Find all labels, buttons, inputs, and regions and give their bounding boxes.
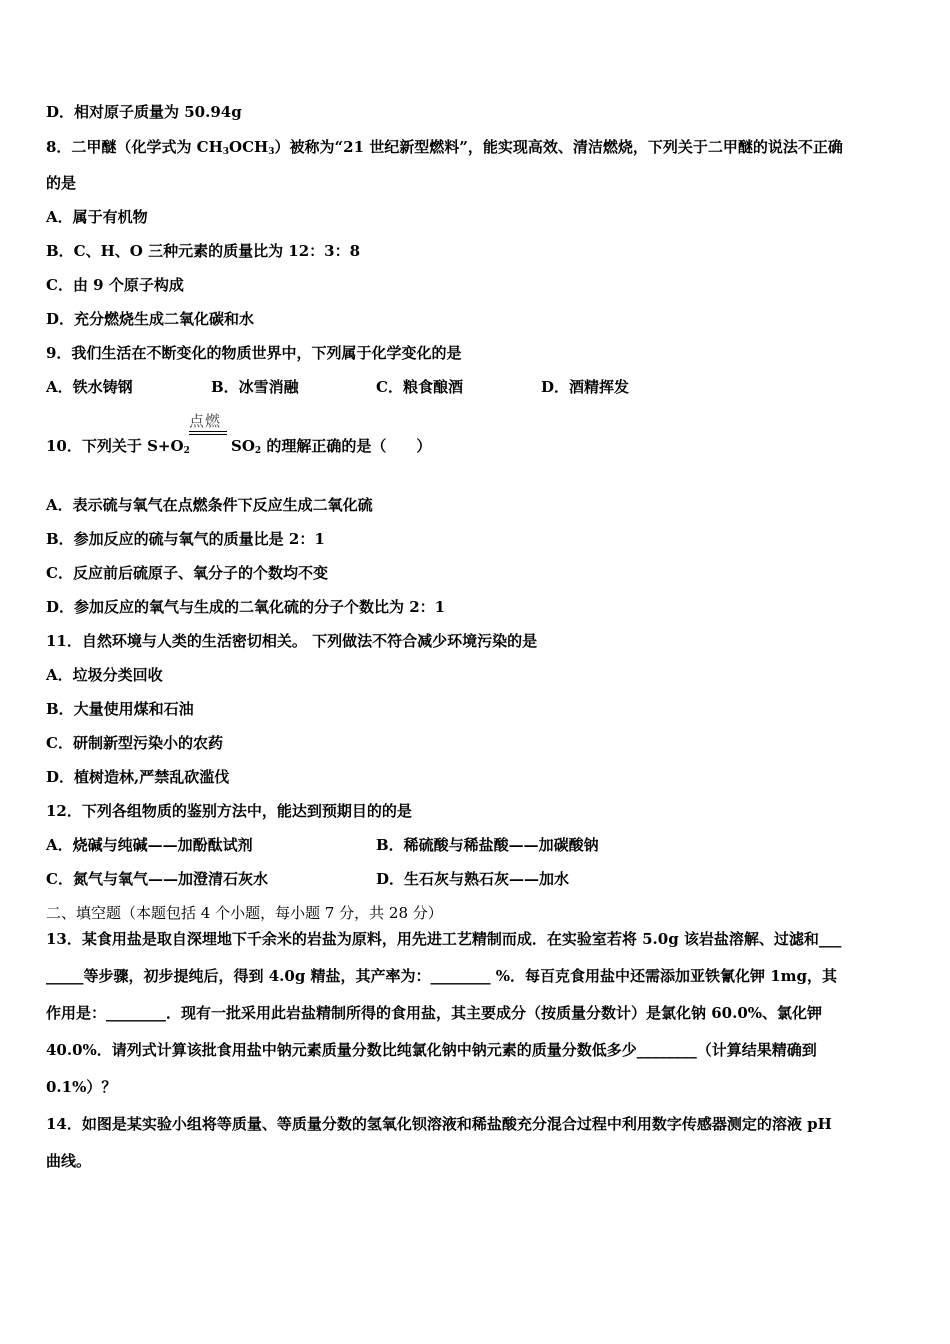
q13-line5: 0.1%）？ [46,1078,117,1096]
q8-subscript-1: 3 [222,147,230,157]
q10-stem-post: 的理解正确的是（ ） [261,437,432,455]
q10-subscript-so2: 2 [254,446,262,456]
q12-option-d: D．生石灰与熟石灰——加水 [376,870,570,888]
q9-stem: 9．我们生活在不断变化的物质世界中，下列属于化学变化的是 [46,344,462,362]
q10-option-b: B．参加反应的硫与氧气的质量比是 2：1 [46,530,325,548]
q8-stem-text-2: OCH [229,138,269,156]
q10-subscript-o2: 2 [183,446,190,456]
q9-option-d: D．酒精挥发 [541,378,630,396]
q8-subscript-2: 3 [268,147,275,157]
q8-option-d: D．充分燃烧生成二氧化碳和水 [46,310,255,328]
q11-stem: 11．自然环境与人类的生活密切相关。 下列做法不符合减少环境污染的是 [46,632,538,650]
q13-line1: 13．某食用盐是取自深埋地下千余米的岩盐为原料，用先进工艺精制而成．在实验室若将 5.0g 该岩盐溶解、过滤和___ [46,930,842,948]
q14-line1: 14．如图是某实验小组将等质量、等质量分数的氢氧化钡溶液和稀盐酸充分混合过程中利用数字传感器测定的溶液 pH [46,1115,832,1133]
q11-option-c: C．研制新型污染小的农药 [46,734,223,752]
q8-option-a: A．属于有机物 [46,208,148,226]
section-heading: 二、填空题（本题包括 4 个小题，每小题 7 分，共 28 分） [46,904,443,922]
q9-option-c: C．粮食酿酒 [376,378,463,396]
q11-option-a: A．垃圾分类回收 [46,666,163,684]
q8-stem [46,137,843,162]
q8-stem-text-1: 8．二甲醚（化学式为 CH [46,138,223,156]
q10-stem-so: SO [231,437,255,455]
q12-option-b: B．稀硫酸与稀盐酸——加碳酸钠 [376,836,599,854]
q8-option-c: C．由 9 个原子构成 [46,276,184,294]
q9-option-b: B．冰雪消融 [211,378,299,396]
q12-stem: 12．下列各组物质的鉴别方法中，能达到预期目的的是 [46,802,412,820]
q10-option-a: A．表示硫与氧气在点燃条件下反应生成二氧化硫 [46,496,373,514]
q13-line2: _____等步骤，初步提纯后，得到 4.0g 精盐，其产率为：________ %．每百克食用盐中还需添加亚铁氰化钾 1mg，其 [46,967,838,985]
q8-stem-line2: 的是 [46,174,77,192]
q10-stem-left [46,436,190,461]
reaction-arrow-line-top [189,431,227,432]
reaction-condition: 点燃 [189,412,222,430]
q10-option-d: D．参加反应的氧气与生成的二氧化硫的分子个数比为 2：1 [46,598,446,616]
q13-line4: 40.0%．请列式计算该批食用盐中钠元素质量分数比纯氯化钠中钠元素的质量分数低多少________（计算结果精确到 [46,1041,817,1059]
q12-option-a: A．烧碱与纯碱——加酚酞试剂 [46,836,253,854]
reaction-arrow-line-bottom [189,434,227,435]
q8-option-b: B．C、H、O 三种元素的质量比为 12：3：8 [46,242,361,260]
q14-line2: 曲线。 [46,1152,92,1170]
q10-stem-right [231,436,431,461]
q10-stem-pre: 10．下列关于 S+O [46,437,184,455]
q7-option-d: D．相对原子质量为 50.94g [46,103,242,121]
q9-option-a: A．铁水铸钢 [46,378,133,396]
q11-option-d: D．植树造林,严禁乱砍滥伐 [46,768,230,786]
q13-line3: 作用是：________．现有一批采用此岩盐精制所得的食用盐，其主要成分（按质量分数计）是氯化钠 60.0%、氯化钾 [46,1004,823,1022]
q12-option-c: C．氮气与氧气——加澄清石灰水 [46,870,268,888]
q10-option-c: C．反应前后硫原子、氧分子的个数均不变 [46,564,328,582]
q11-option-b: B．大量使用煤和石油 [46,700,194,718]
q8-stem-text-3: ）被称为“21 世纪新型燃料”，能实现高效、清洁燃烧，下列关于二甲醚的说法不正确 [274,138,843,156]
